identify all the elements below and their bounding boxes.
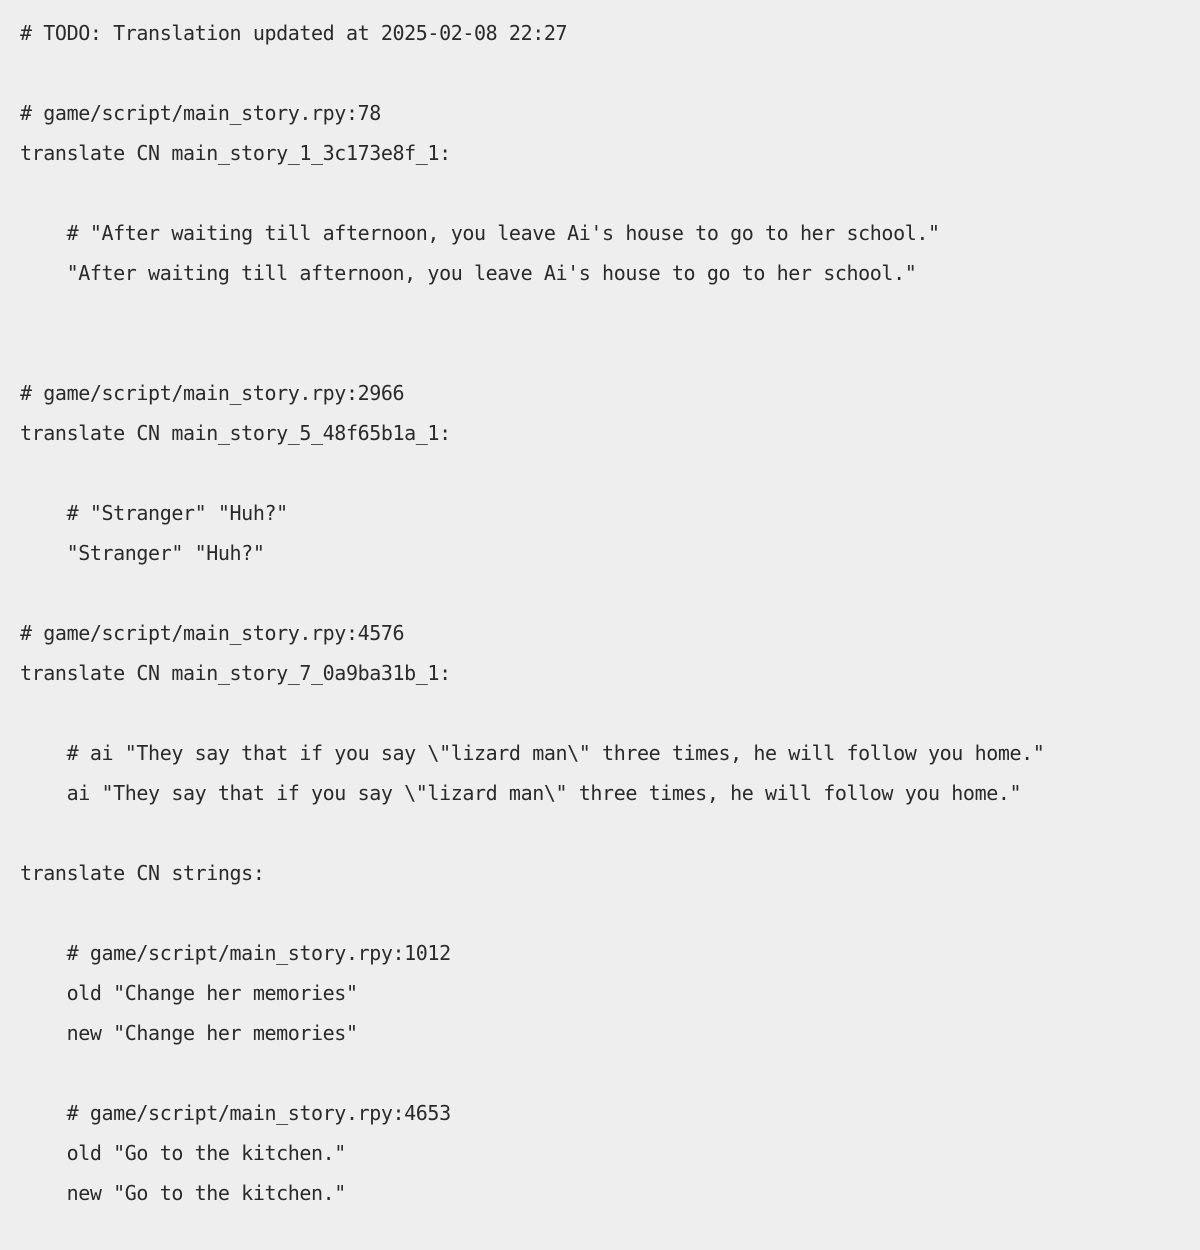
code-line: # "After waiting till afternoon, you leave Ai's house to go to her school.": [20, 221, 940, 245]
code-line-blank: [20, 333, 1180, 373]
code-line: # game/script/main_story.rpy:4653: [20, 1101, 451, 1125]
code-line: # ai "They say that if you say \"lizard man\" three times, he will follow you home.": [20, 741, 1045, 765]
code-line-blank: [20, 693, 1180, 733]
code-line: new "Go to the kitchen.": [20, 1181, 346, 1205]
code-line: # "Stranger" "Huh?": [20, 501, 288, 525]
code-line: translate CN main_story_7_0a9ba31b_1:: [20, 661, 451, 685]
code-line-blank: [20, 173, 1180, 213]
code-line: # game/script/main_story.rpy:2966: [20, 381, 405, 405]
code-line-blank: [20, 573, 1180, 613]
code-line-blank: [20, 293, 1180, 333]
code-line-blank: [20, 813, 1180, 853]
code-line-blank: [20, 893, 1180, 933]
code-line: # game/script/main_story.rpy:1012: [20, 941, 451, 965]
code-line: "After waiting till afternoon, you leave Ai's house to go to her school.": [20, 261, 917, 285]
code-line-blank: [20, 1053, 1180, 1093]
code-line: translate CN strings:: [20, 861, 265, 885]
code-line: new "Change her memories": [20, 1021, 358, 1045]
code-line-blank: [20, 53, 1180, 93]
code-line: # TODO: Translation updated at 2025-02-08 22:27: [20, 21, 568, 45]
code-line: "Stranger" "Huh?": [20, 541, 265, 565]
code-line: old "Go to the kitchen.": [20, 1141, 346, 1165]
code-line: old "Change her memories": [20, 981, 358, 1005]
code-line: # game/script/main_story.rpy:4576: [20, 621, 405, 645]
code-line: # game/script/main_story.rpy:78: [20, 101, 381, 125]
code-line: translate CN main_story_1_3c173e8f_1:: [20, 141, 451, 165]
code-line: translate CN main_story_5_48f65b1a_1:: [20, 421, 451, 445]
code-line: ai "They say that if you say \"lizard man\" three times, he will follow you home.": [20, 781, 1022, 805]
code-line-blank: [20, 453, 1180, 493]
